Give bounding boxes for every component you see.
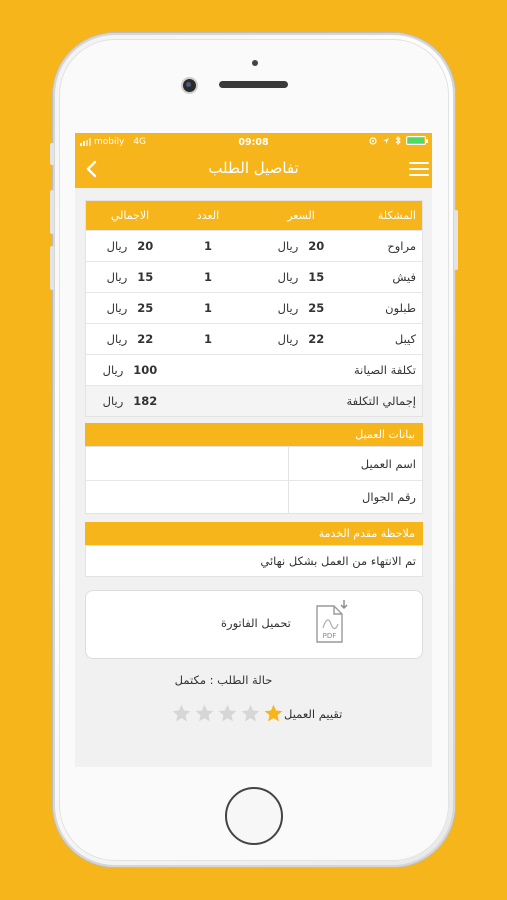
navigation-arrow-icon: [382, 137, 390, 145]
rating-label: تقييم العميل: [284, 706, 343, 721]
currency-label: ريال: [277, 270, 299, 284]
earpiece-speaker: [219, 81, 288, 88]
currency-label: ريال: [102, 363, 124, 377]
row-quantity: 1: [203, 301, 212, 315]
maintenance-cost-value: [92, 355, 168, 385]
provider-note-text: تم الانتهاء من العمل بشكل نهائي: [85, 545, 423, 577]
home-button[interactable]: [225, 787, 283, 845]
app-screen: [75, 133, 432, 767]
divider: [288, 481, 289, 513]
price-value: 22: [308, 332, 325, 346]
front-camera: [183, 79, 196, 92]
currency-label: ريال: [106, 332, 128, 346]
customer-name-value: [94, 447, 282, 480]
star-icon: [240, 703, 261, 724]
star-icon: [217, 703, 238, 724]
power-button: [454, 210, 458, 270]
grand-total-amount: 182: [133, 394, 158, 408]
customer-rating: [171, 703, 342, 724]
proximity-sensor: [252, 60, 258, 66]
row-price: [271, 293, 331, 323]
clock: 09:08: [238, 137, 269, 148]
currency-label: ريال: [277, 332, 299, 346]
provider-note-header: ملاحظة مقدم الخدمة: [85, 522, 423, 545]
star-icon: [263, 703, 284, 724]
star-icon: [171, 703, 192, 724]
page-title: تفاصيل الطلب: [208, 159, 299, 177]
battery-icon: [406, 136, 426, 145]
carrier-name: mobily: [94, 137, 125, 147]
status-icons: [369, 136, 426, 145]
status-bar: [75, 133, 432, 151]
table-row: [86, 323, 422, 354]
customer-name-label: اسم العميل: [360, 456, 416, 471]
customer-phone-label: رقم الجوال: [362, 490, 416, 504]
header-quantity: العدد: [196, 209, 220, 222]
download-invoice-button[interactable]: [85, 590, 423, 659]
currency-label: ريال: [106, 270, 128, 284]
currency-label: ريال: [102, 394, 124, 408]
grand-total-label: إجمالي التكلفة: [346, 394, 416, 408]
table-row: [86, 292, 422, 323]
row-total: [92, 231, 168, 261]
row-quantity: 1: [203, 332, 212, 346]
row-quantity: 1: [203, 239, 212, 253]
grand-total-row: [86, 385, 422, 416]
grand-total-value: [92, 386, 168, 416]
total-value: 22: [137, 332, 154, 346]
pdf-icon-text: PDF: [322, 632, 337, 640]
customer-name-row: [86, 447, 422, 480]
price-value: 25: [308, 301, 325, 315]
divider: [288, 447, 289, 480]
currency-label: ريال: [277, 239, 299, 253]
maintenance-amount: 100: [133, 363, 158, 377]
maintenance-cost-row: [86, 354, 422, 385]
row-problem: فيش: [392, 270, 416, 284]
table-row: [86, 230, 422, 261]
volume-up-button: [50, 190, 54, 234]
location-icon: [369, 137, 377, 145]
row-price: [271, 262, 331, 292]
header-total: الاجمالي: [110, 209, 150, 222]
customer-phone-value: [94, 481, 282, 513]
order-status: حالة الطلب : مكتمل: [174, 673, 273, 687]
network-type: 4G: [133, 137, 147, 147]
volume-down-button: [50, 246, 54, 290]
currency-label: ريال: [277, 301, 299, 315]
row-price: [271, 231, 331, 261]
row-price: [271, 324, 331, 354]
price-value: 20: [308, 239, 325, 253]
row-total: [92, 293, 168, 323]
mute-switch: [50, 143, 54, 165]
bluetooth-icon: [395, 136, 401, 145]
row-problem: مراوح: [387, 239, 416, 253]
price-value: 15: [308, 270, 325, 284]
hamburger-menu-icon[interactable]: [409, 162, 429, 178]
maintenance-cost-label: تكلفة الصيانة: [353, 363, 416, 377]
rating-stars: [171, 703, 284, 724]
order-details-content: [75, 188, 432, 767]
currency-label: ريال: [106, 301, 128, 315]
total-value: 20: [137, 239, 154, 253]
order-items-table: [85, 200, 423, 417]
header-price: السعر: [287, 209, 315, 222]
table-row: [86, 261, 422, 292]
star-icon: [194, 703, 215, 724]
navigation-bar: [75, 151, 432, 188]
header-problem: المشكلة: [377, 209, 416, 222]
currency-label: ريال: [106, 239, 128, 253]
download-invoice-label: تحميل الفاتورة: [221, 616, 291, 630]
row-total: [92, 324, 168, 354]
total-value: 25: [137, 301, 154, 315]
row-problem: كيبل: [394, 332, 416, 346]
row-total: [92, 262, 168, 292]
customer-info-box: [85, 446, 423, 514]
customer-section-header: بيانات العميل: [85, 423, 423, 446]
pdf-download-icon: [314, 600, 350, 644]
table-header: [86, 201, 422, 230]
row-quantity: 1: [203, 270, 212, 284]
total-value: 15: [137, 270, 154, 284]
customer-phone-row: [86, 480, 422, 513]
row-problem: طبلون: [385, 301, 416, 315]
